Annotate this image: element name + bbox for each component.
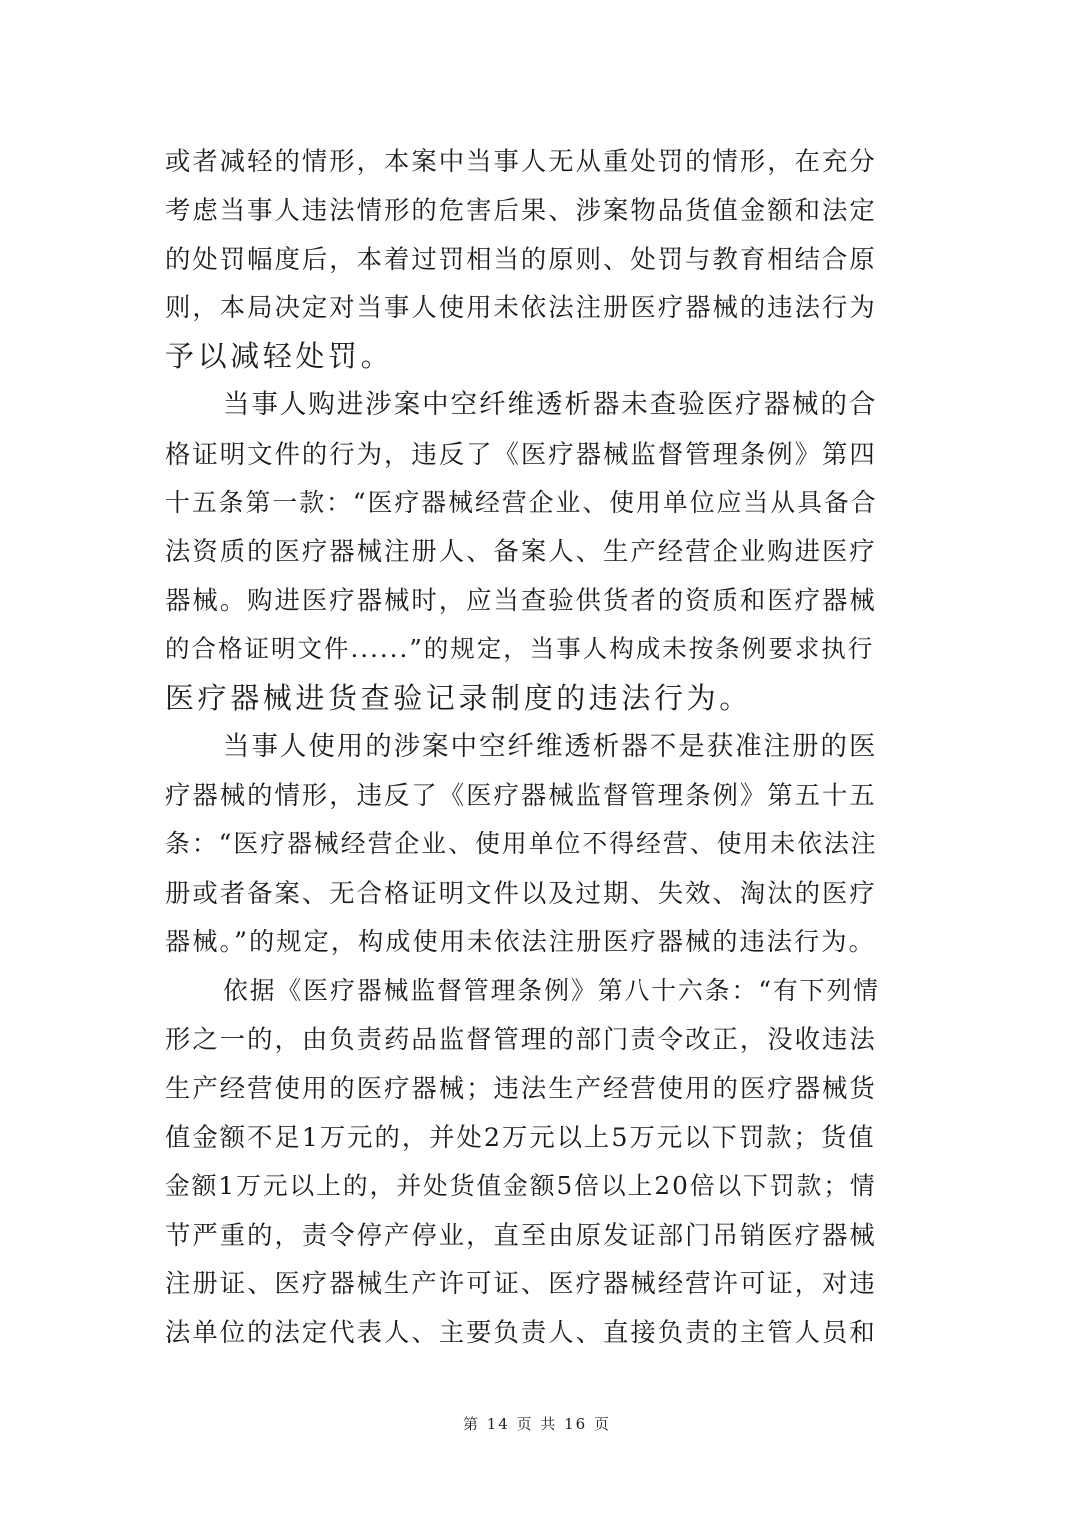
text-line: 形之一的，由负责药品监督管理的部门责令改正，没收违法 <box>165 1024 877 1055</box>
text-line: 当事人使用的涉案中空纤维透析器不是获准注册的医 <box>223 730 878 762</box>
text-line: 医疗器械进货查验记录制度的违法行为。 <box>165 680 752 715</box>
text-line: 节严重的，责令停产停业，直至由原发证部门吊销医疗器械 <box>165 1219 877 1250</box>
text-line: 值金额不足1万元的，并处2万元以上5万元以下罚款；货值 <box>165 1121 876 1152</box>
text-line: 的处罚幅度后，本着过罚相当的原则、处罚与教育相结合原 <box>165 243 877 274</box>
text-line: 条：“医疗器械经营企业、使用单位不得经营、使用未依法注 <box>165 829 878 859</box>
text-line: 予以减轻处罚。 <box>165 339 394 374</box>
paragraph <box>165 137 911 381</box>
text-line: 疗器械的情形，违反了《医疗器械监督管理条例》第五十五 <box>165 780 877 811</box>
text-line: 考虑当事人违法情形的危害后果、涉案物品货值金额和法定 <box>165 194 877 225</box>
text-line: 格证明文件的行为，违反了《医疗器械监督管理条例》第四 <box>165 438 877 469</box>
text-line: 册或者备案、无合格证明文件以及过期、失效、淘汰的医疗 <box>165 877 877 908</box>
page-number-footer: 第 14 页 共 16 页 <box>462 1415 611 1433</box>
text-line: 依据《医疗器械监督管理条例》第八十六条：“有下列情 <box>223 975 881 1005</box>
text-line: 器械。购进医疗器械时，应当查验供货者的资质和医疗器械 <box>165 585 877 616</box>
paragraph <box>165 967 911 1357</box>
text-line: 的合格证明文件......”的规定，当事人构成未按条例要求执行 <box>165 633 875 663</box>
text-line: 法资质的医疗器械注册人、备案人、生产经营企业购进医疗 <box>165 536 877 567</box>
paragraph <box>165 723 911 967</box>
text-line: 当事人购进涉案中空纤维透析器未查验医疗器械的合 <box>223 388 878 420</box>
text-line: 法单位的法定代表人、主要负责人、直接负责的主管人员和 <box>165 1317 877 1348</box>
text-line: 金额1万元以上的，并处货值金额5倍以上20倍以下罚款；情 <box>165 1170 877 1200</box>
text-line: 生产经营使用的医疗器械；违法生产经营使用的医疗器械货 <box>165 1073 877 1104</box>
text-line: 则，本局决定对当事人使用未依法注册医疗器械的违法行为 <box>165 292 877 323</box>
text-line: 或者减轻的情形，本案中当事人无从重处罚的情形，在充分 <box>165 146 877 176</box>
document-body <box>165 137 911 1357</box>
text-line: 十五条第一款：“医疗器械经营企业、使用单位应当从具备合 <box>165 487 878 517</box>
text-line: 注册证、医疗器械生产许可证、医疗器械经营许可证，对违 <box>165 1268 877 1299</box>
paragraph <box>165 381 911 723</box>
text-line: 器械。”的规定，构成使用未依法注册医疗器械的违法行为。 <box>165 926 876 956</box>
